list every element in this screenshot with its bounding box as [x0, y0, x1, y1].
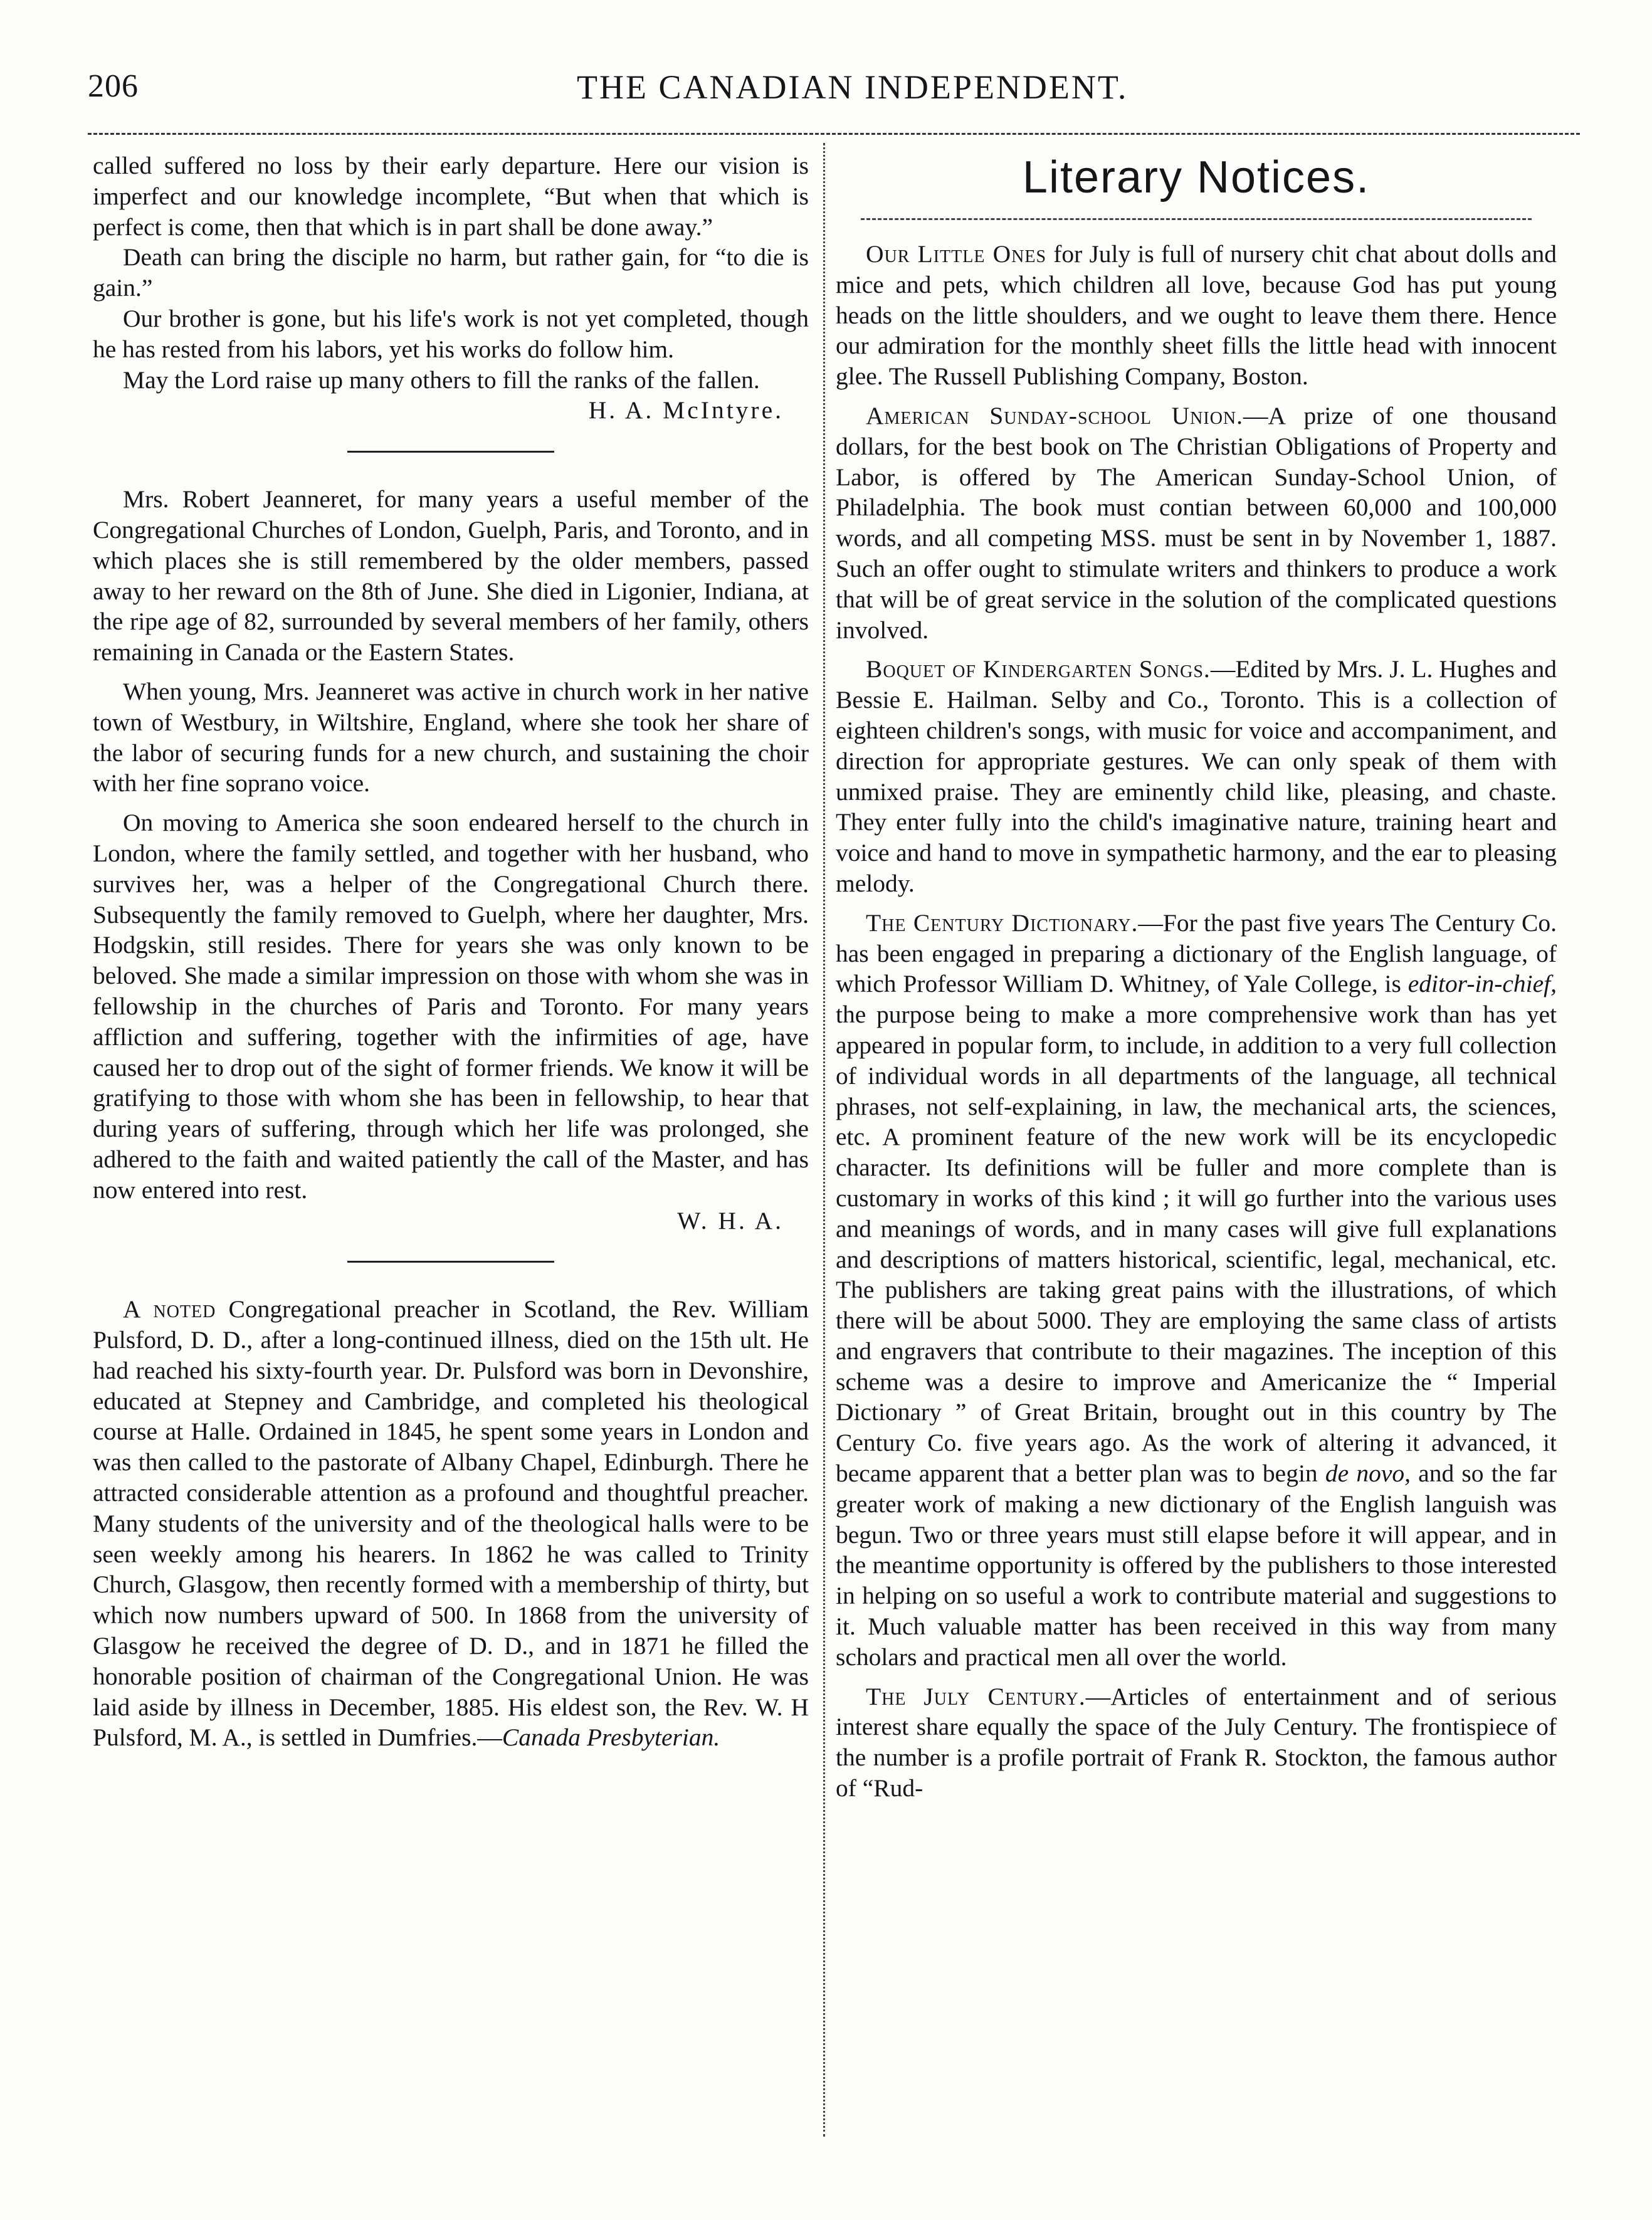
italic-phrase: de novo, — [1325, 1460, 1411, 1488]
notice-body: the purpose being to make a more comprehensive work than has yet appeared in popular form, to include, in addition to a very full collection of individual words in all departments of the language, all technical phrases, not self-explaining, in law, the mechanical arts, the sciences, etc. A prominent feature of the new work will be its encyclopedic character. Its definitions will be fuller and more complete than is customary in works of this kind ; it will go further into the various uses and meanings of words, and in many cases will give full explanations and descriptions of matters historical, scientific, legal, mechanical, etc. The publishers are taking great pains with the illustrations, of which there will be about 5000. They are employing the same class of artists and engravers that contribute to their magazines. The inception of this scheme was a desire to improve and Americanize the “ Imperial Dictionary ” of Great Britain, brought out in this country by The Century Co. five years ago. As the work of altering it advanced, it became apparent that a better plan was to begin — [836, 1001, 1557, 1488]
signature: H. A. McIntyre. — [588, 396, 784, 424]
notice-lead: Our Little Ones — [866, 240, 1047, 268]
notice-lead: Boquet of Kindergarten Songs. — [866, 655, 1211, 683]
right-column — [836, 150, 1557, 1804]
title-rule — [861, 218, 1532, 220]
source-credit: Canada Presbyterian. — [502, 1723, 720, 1752]
paragraph: When young, Mrs. Jeanneret was active in church work in her native town of Westbury, in Wiltshire, England, where she took her share of the labor of securing funds for a new church, and sustaining the choir with her fine soprano voice. — [93, 677, 809, 797]
paragraph: Mrs. Robert Jeanneret, for many years a useful member of the Congregational Churches of London, Guelph, Paris, and Toronto, and in which places she is still remembered by the older members, passed away to her reward on the 8th of June. She died in Ligonier, Indiana, at the ripe age of 82, surrounded by several members of her family, others remaining in Canada or the Eastern States. — [93, 485, 809, 666]
notice — [836, 908, 1557, 1673]
page-number: 206 — [88, 68, 139, 104]
running-title: THE CANADIAN INDEPENDENT. — [577, 68, 1129, 106]
signature: W. H. A. — [677, 1206, 784, 1234]
paragraph: Death can bring the disciple no harm, but rather gain, for “to die is gain.” — [93, 243, 809, 302]
notice — [836, 1681, 1557, 1804]
notice-lead: The Century Dictionary. — [866, 908, 1139, 937]
section-title: Literary Notices. — [1022, 152, 1371, 203]
notice — [836, 239, 1557, 392]
notice — [836, 654, 1557, 898]
page-header — [88, 68, 1586, 118]
notice-lead: The July Century. — [866, 1682, 1086, 1710]
paragraph: Our brother is gone, but his life's work is not yet completed, though he has rested from his labors, yet his works do follow him. — [93, 304, 809, 363]
notice-body: —Edited by Mrs. J. L. Hughes and Bessie E. Hailman. Selby and Co., Toronto. This is a collection of eighteen children's songs, with music for voice and accompaniment, and direction for appropriate gestures. We can only speak of them with unmixed praise. They are eminently child like, pleasing, and chaste. They enter fully into the child's imaginative nature, training heart and voice and hand to move in sympathetic harmony, and the ear to pleasing melody. — [836, 655, 1557, 897]
notice — [836, 401, 1557, 645]
notice-body: —A prize of one thousand dollars, for the best book on The Christian Obligations of Property and Labor, is offered by The American Sunday-School Union, of Philadelphia. The book must contian between 60,000 and 100,000 words, and all competing MSS. must be sent in by November 1, 1887. Such an offer ought to stimulate writers and thinkers to produce a work that will be of great service in the solution of the complicated questions involved. — [836, 401, 1557, 644]
left-column — [93, 150, 809, 1753]
header-rule — [88, 133, 1580, 135]
notice-body: and so the far greater work of making a new dictionary of the English languish was begun. Two or three years must still elapse before it will appear, and in the meantime opportunity is offered by the publishers to those interested in helping on so useful a work to contribute material and suggestions to it. Much valuable matter has been received in this way from many scholars and practical men all over the world. — [836, 1460, 1557, 1671]
notice-body: for July is full of nursery chit chat about dolls and mice and pets, which children all love, because God has put young heads on the little shoulders, and we ought to leave them there. Hence our admiration for the monthly sheet fills the little head with innocent glee. The Russell Publishing Company, Boston. — [836, 240, 1557, 391]
notice-body: —Articles of entertainment and of serious interest share equally the space of the July Century. The frontispiece of the number is a profile portrait of Frank R. Stockton, the famous author of “Rud- — [836, 1682, 1557, 1802]
section-divider — [347, 451, 554, 453]
lead-words: A noted — [123, 1295, 216, 1323]
italic-phrase: editor-in-chief, — [1407, 970, 1557, 998]
notice-lead: American Sunday-school Union. — [866, 401, 1244, 429]
paragraph: May the Lord raise up many others to fill the ranks of the fallen. — [123, 366, 760, 394]
paragraph-body: Congregational preacher in Scotland, the Rev. William Pulsford, D. D., after a long-continued illness, died on the 15th ult. He had reached his sixty-fourth year. Dr. Pulsford was born in Devonshire, educated at Stepney and Cambridge, and completed his theological course at Halle. Ordained in 1845, he spent some years in London and was then called to the pastorate of Albany Chapel, Edinburgh. There he attracted considerable attention as a profound and thoughtful preacher. Many students of the university and of the theological halls were to be seen weekly among his hearers. In 1862 he was called to Trinity Church, Glasgow, then recently formed with a membership of thirty, but which now numbers upward of 500. In 1868 from the university of Glasgow he received the degree of D. D., and in 1871 he filled the honorable position of chairman of the Congregational Union. He was laid aside by illness in December, 1885. His eldest son, the Rev. W. H Pulsford, M. A., is settled in Dumfries.— — [93, 1295, 809, 1752]
notice-body: —For the past five years The Century Co. has been engaged in preparing a dictionary of the English language, of which Professor William D. Whitney, of Yale College, is — [836, 908, 1557, 998]
paragraph: called suffered no loss by their early departure. Here our vision is imperfect and our knowledge incomplete, “But when that which is perfect is come, then that which is in part shall be done away.” — [93, 152, 809, 241]
section-divider — [347, 1261, 554, 1263]
column-divider — [823, 143, 825, 2137]
paragraph: On moving to America she soon endeared herself to the church in London, where the family settled, and together with her husband, who survives her, was a helper of the Congregational Church there. Subsequently the family removed to Guelph, where her daughter, Mrs. Hodgskin, still resides. There for years she was only known to be beloved. She made a similar impression on those with whom she was in fellowship in the churches of Paris and Toronto. For many years affliction and suffering, together with the infirmities of age, have caused her to drop out of the sight of former friends. We know it will be gratifying to those with whom she has been in fellowship, to hear that during years of suffering, through which her life was prolonged, she adhered to the faith and waited patiently the call of the Master, and has now entered into rest. — [93, 809, 809, 1204]
paragraph — [93, 1294, 809, 1753]
